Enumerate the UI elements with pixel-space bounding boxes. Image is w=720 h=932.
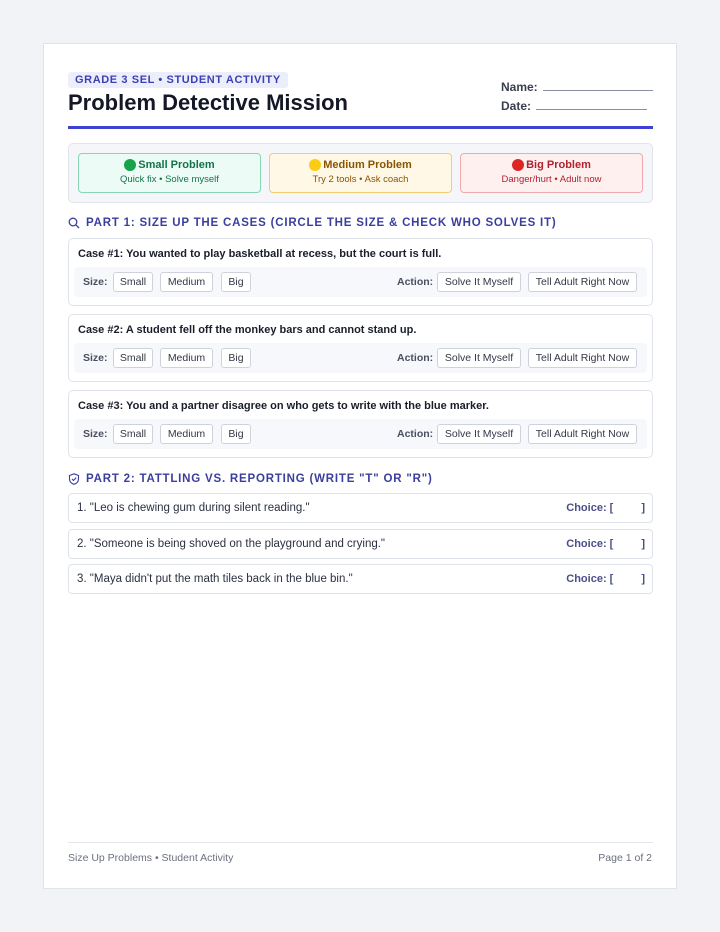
- legend-small-title: Small Problem: [138, 159, 215, 171]
- choice-blank[interactable]: Choice: [ ]: [566, 502, 645, 514]
- action-solve-myself-option[interactable]: Solve It Myself: [437, 348, 521, 368]
- action-tell-adult-option[interactable]: Tell Adult Right Now: [528, 348, 637, 368]
- size-big-option[interactable]: Big: [221, 424, 251, 444]
- action-solve-myself-option[interactable]: Solve It Myself: [437, 424, 521, 444]
- legend-medium: [269, 153, 452, 193]
- part2-title: PART 2: TATTLING VS. REPORTING (WRITE "T" OR "R"): [86, 473, 433, 485]
- legend-small: [78, 153, 261, 193]
- tattle-report-item: [68, 564, 653, 594]
- student-info: [501, 75, 653, 113]
- legend-small-subtitle: Quick fix • Solve myself: [120, 174, 219, 185]
- choice-blank[interactable]: Choice: [ ]: [566, 573, 645, 585]
- action-solve-myself-option[interactable]: Solve It Myself: [437, 272, 521, 292]
- tattle-report-item: [68, 529, 653, 559]
- action-label: Action:: [397, 352, 434, 364]
- size-medium-option[interactable]: Medium: [160, 348, 213, 368]
- action-label: Action:: [397, 276, 434, 288]
- name-line: [543, 90, 653, 91]
- date-line: [536, 109, 647, 110]
- grade-badge: GRADE 3 SEL • STUDENT ACTIVITY: [68, 72, 288, 88]
- part1-title: PART 1: SIZE UP THE CASES (CIRCLE THE SIZE & CHECK WHO SOLVES IT): [86, 217, 557, 229]
- red-dot-icon: [512, 159, 524, 171]
- yellow-dot-icon: [309, 159, 321, 171]
- worksheet-page: [43, 43, 677, 889]
- case-question: Case #3: You and a partner disagree on who gets to write with the blue marker.: [78, 400, 489, 412]
- date-label: Date:: [501, 99, 532, 113]
- size-medium-option[interactable]: Medium: [160, 272, 213, 292]
- size-label: Size:: [83, 428, 108, 440]
- case-card: [68, 314, 653, 382]
- shield-check-icon: [68, 473, 80, 485]
- worksheet-header: [68, 72, 653, 130]
- green-dot-icon: [124, 159, 136, 171]
- case-options: [74, 419, 647, 449]
- size-small-option[interactable]: Small: [113, 348, 153, 368]
- size-big-option[interactable]: Big: [221, 272, 251, 292]
- case-question: Case #1: You wanted to play basketball at recess, but the court is full.: [78, 248, 442, 260]
- problem-size-legend: [68, 143, 653, 203]
- search-icon: [68, 217, 80, 229]
- footer-divider: [68, 842, 653, 843]
- size-big-option[interactable]: Big: [221, 348, 251, 368]
- size-small-option[interactable]: Small: [113, 424, 153, 444]
- case-question: Case #2: A student fell off the monkey bars and cannot stand up.: [78, 324, 417, 336]
- choice-blank[interactable]: Choice: [ ]: [566, 538, 645, 550]
- size-medium-option[interactable]: Medium: [160, 424, 213, 444]
- footer-title: Size Up Problems • Student Activity: [68, 852, 234, 864]
- page-title: Problem Detective Mission: [68, 90, 348, 115]
- size-label: Size:: [83, 352, 108, 364]
- action-tell-adult-option[interactable]: Tell Adult Right Now: [528, 424, 637, 444]
- part2-heading: [68, 473, 433, 485]
- legend-big: [460, 153, 643, 193]
- page-number: Page 1 of 2: [598, 852, 652, 864]
- size-small-option[interactable]: Small: [113, 272, 153, 292]
- action-label: Action:: [397, 428, 434, 440]
- legend-big-subtitle: Danger/hurt • Adult now: [501, 174, 602, 185]
- part1-heading: [68, 217, 557, 229]
- case-card: [68, 390, 653, 458]
- tattle-report-item: [68, 493, 653, 523]
- header-divider: [68, 126, 653, 129]
- case-options: [74, 343, 647, 373]
- size-label: Size:: [83, 276, 108, 288]
- case-card: [68, 238, 653, 306]
- legend-big-title: Big Problem: [526, 159, 591, 171]
- date-field[interactable]: [501, 94, 647, 113]
- scenario-text: 2. "Someone is being shoved on the playground and crying.": [77, 538, 386, 550]
- scenario-text: 3. "Maya didn't put the math tiles back in the blue bin.": [77, 573, 353, 585]
- case-options: [74, 267, 647, 297]
- legend-medium-title: Medium Problem: [323, 159, 412, 171]
- legend-medium-subtitle: Try 2 tools • Ask coach: [312, 174, 409, 185]
- name-field[interactable]: [501, 75, 653, 94]
- scenario-text: 1. "Leo is chewing gum during silent reading.": [77, 502, 310, 514]
- action-tell-adult-option[interactable]: Tell Adult Right Now: [528, 272, 637, 292]
- name-label: Name:: [501, 80, 538, 94]
